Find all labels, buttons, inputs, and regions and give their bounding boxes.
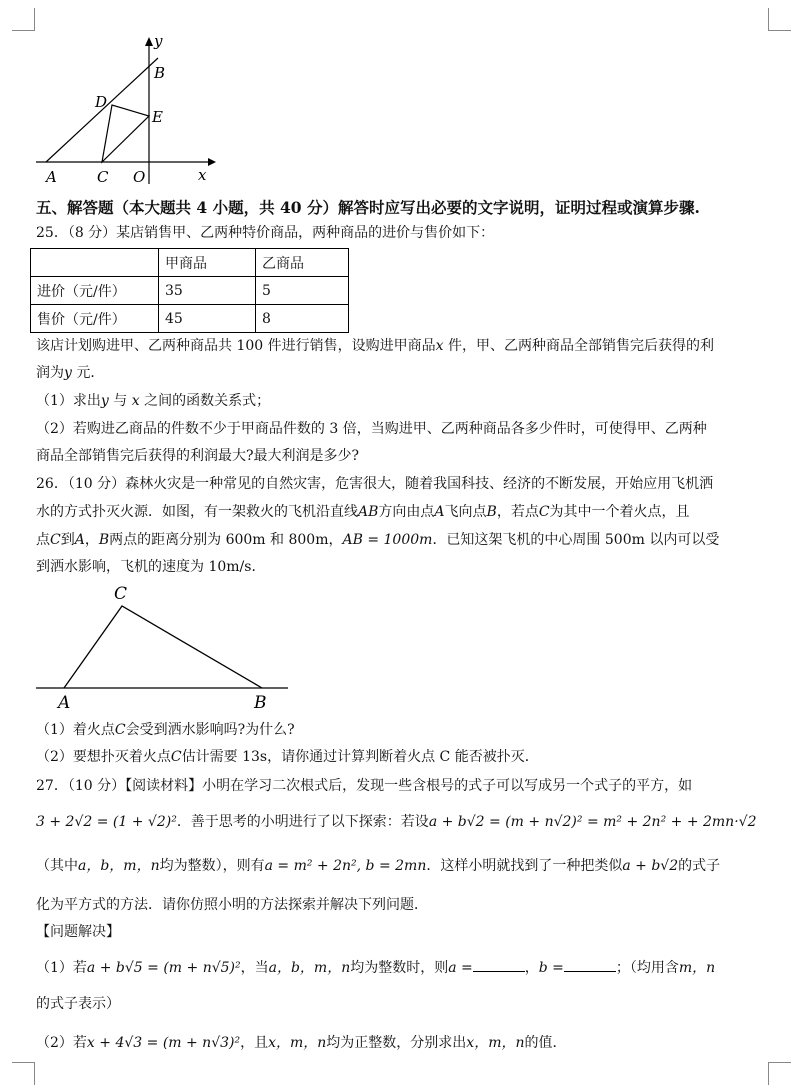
- math-vars: m，n: [678, 960, 716, 976]
- text-span: ，若点: [496, 504, 539, 520]
- q27-line4: 化为平方式的方法．请你仿照小明的方法探索并解决下列问题．: [36, 897, 428, 913]
- math-vars: a，b，m，n: [268, 960, 351, 976]
- text-span: 飞向点: [444, 504, 487, 520]
- text-span: ．这样小明就找到了一种把类似: [426, 858, 623, 874]
- q27-problem-heading: 【问题解决】: [36, 924, 120, 940]
- math-expression: a + b√2: [622, 858, 679, 874]
- table-cell: 35: [159, 277, 256, 305]
- q27-part2: [36, 1032, 566, 1054]
- math-vars: x，m，n: [466, 1035, 525, 1051]
- q25-part1: [36, 390, 270, 412]
- text-span: 均为正整数，分别求出: [326, 1035, 467, 1051]
- text-span: 润为: [36, 365, 64, 381]
- table-cell: 售价（元/件）: [31, 305, 159, 333]
- text-span: 到: [60, 532, 75, 548]
- q26-line3: [36, 529, 719, 551]
- triangle-ABC: [64, 606, 262, 688]
- text-span: 水的方式扑灭火源．如图，有一架救火的飞机沿直线: [36, 504, 358, 520]
- table-cell: 5: [256, 277, 349, 305]
- table-header-cell: 乙商品: [256, 249, 349, 277]
- label-C: C: [97, 168, 109, 186]
- table-cell: 8: [256, 305, 349, 333]
- math-C: C: [170, 749, 182, 765]
- text-span: 与: [108, 393, 132, 409]
- label-C: C: [114, 584, 128, 604]
- label-A: A: [58, 693, 71, 713]
- text-span: 的式子: [678, 858, 721, 874]
- math-x: x: [435, 338, 444, 354]
- math-vars: x，m，n: [268, 1035, 327, 1051]
- q27-part1-line2: 的式子表示）: [36, 996, 120, 1012]
- price-table: [30, 248, 349, 333]
- q26-line1: 26．（10 分）森林火灾是一种常见的自然灾害，危害很大，随着我国科技、经济的不断发展，开始应用飞机洒: [36, 476, 714, 492]
- corner-mark-top-right: [768, 8, 791, 31]
- math-expression: a + b√5 = (m + n√5)²: [86, 960, 241, 976]
- text-span: ，: [84, 532, 99, 548]
- corner-mark-bottom-left: [12, 1062, 35, 1085]
- text-span: ，: [524, 960, 539, 976]
- text-span: （其中: [36, 858, 78, 874]
- answer-blank-a[interactable]: [473, 957, 525, 972]
- label-O: O: [133, 168, 146, 186]
- q27-line1: 27．（10 分）【阅读材料】小明在学习二次根式后，发现一些含根号的式子可以写成另一个式子的平方，如: [36, 778, 693, 794]
- math-C: C: [114, 722, 126, 738]
- math-C: C: [50, 532, 61, 548]
- label-B: B: [254, 693, 267, 713]
- corner-mark-bottom-right: [768, 1062, 791, 1085]
- table-cell: 45: [159, 305, 256, 333]
- table-cell: 进价（元/件）: [31, 277, 159, 305]
- math-AB-length: AB = 1000m: [342, 532, 433, 548]
- text-span: ，当: [240, 960, 269, 976]
- math-y: y: [100, 393, 109, 409]
- text-span: 两点的距离分别为 600m 和 800m，: [109, 532, 343, 548]
- math-vars: a，b，m，n: [78, 858, 160, 874]
- q25-description: [36, 335, 714, 357]
- label-B: B: [154, 64, 166, 82]
- math-C: C: [538, 504, 550, 520]
- table-row: [31, 277, 349, 305]
- coordinate-figure: [30, 32, 220, 190]
- text-span: 件，甲、乙两种商品全部销售完后获得的利: [443, 338, 714, 354]
- q25-part2-line1: （2）若购进乙商品的件数不少于甲商品件数的 3 倍，当购进甲、乙两种商品各多少件时，可使得甲、乙两种: [36, 421, 707, 437]
- text-span: 均为整数时，则: [350, 960, 449, 976]
- quadrilateral-CDEO: [102, 105, 149, 162]
- corner-mark-top-left: [12, 8, 35, 31]
- section-heading: 五、解答题（本大题共 4 小题，共 40 分）解答时应写出必要的文字说明，证明过程或演算步骤.: [36, 198, 700, 217]
- q27-line2: [36, 811, 756, 833]
- table-header-cell: [31, 249, 159, 277]
- q26-part1: [36, 719, 295, 741]
- text-span: 的值．: [524, 1035, 567, 1051]
- math-expression: a + b√2 = (m + n√2)² = m² + 2n² + + 2mn·√2: [428, 814, 757, 830]
- text-span: 方向由点: [378, 504, 435, 520]
- text-span: 估计需要 13s，请你通过计算判断着火点 C 能否被扑灭．: [181, 749, 539, 765]
- table-header-row: [31, 249, 349, 277]
- math-a-eq: a =: [448, 960, 473, 976]
- label-D: D: [95, 93, 108, 111]
- text-span: ．已知这架飞机的中心周围 500m 以内可以受: [432, 532, 720, 548]
- label-y: y: [154, 32, 163, 50]
- math-b-eq: b =: [538, 960, 564, 976]
- math-A: A: [74, 532, 85, 548]
- math-A: A: [434, 504, 445, 520]
- label-E: E: [152, 108, 163, 126]
- q25-description-line2: [36, 362, 104, 384]
- table-row: [31, 305, 349, 333]
- text-span: （1）求出: [36, 393, 101, 409]
- triangle-figure: [30, 580, 300, 715]
- text-span: 该店计划购进甲、乙两种商品共 100 件进行销售，设购进甲商品: [36, 338, 436, 354]
- x-axis-arrow: [208, 158, 216, 166]
- text-span: ；（均用含: [615, 960, 679, 976]
- text-span: （2）要想扑灭着火点: [36, 749, 171, 765]
- label-A: A: [46, 168, 57, 186]
- math-B: B: [486, 504, 497, 520]
- q26-line2: [36, 501, 690, 523]
- text-span: （1）着火点: [36, 722, 115, 738]
- text-span: ．善于思考的小明进行了以下探索：若设: [176, 814, 429, 830]
- q27-part1: [36, 957, 715, 979]
- label-x: x: [198, 166, 207, 184]
- q26-line4: 到洒水影响，飞机的速度为 10m/s．: [36, 559, 266, 575]
- q25-intro: 25．（8 分）某店销售甲、乙两种特价商品，两种商品的进价与售价如下：: [36, 225, 495, 241]
- text-span: 均为整数），则有: [159, 858, 265, 874]
- math-expression: a = m² + 2n², b = 2mn: [264, 858, 427, 874]
- text-span: 为其中一个着火点，且: [549, 504, 690, 520]
- math-expression: 3 + 2√2 = (1 + √2)²: [36, 814, 177, 830]
- text-span: 点: [36, 532, 50, 548]
- math-expression: x + 4√3 = (m + n√3)²: [86, 1035, 241, 1051]
- text-span: 元．: [71, 365, 105, 381]
- text-span: 会受到洒水影响吗?为什么?: [125, 722, 295, 738]
- q27-line3: [36, 855, 720, 877]
- math-y: y: [64, 365, 72, 381]
- text-span: （2）若: [36, 1035, 87, 1051]
- text-span: ，且: [240, 1035, 269, 1051]
- y-axis-arrow: [145, 37, 153, 46]
- answer-blank-b[interactable]: [564, 957, 616, 972]
- math-AB: AB: [358, 504, 379, 520]
- math-B: B: [98, 532, 110, 548]
- text-span: （1）若: [36, 960, 87, 976]
- q25-part2-line2: 商品全部销售完后获得的利润最大?最大利润是多少?: [36, 448, 360, 464]
- math-x: x: [131, 393, 140, 409]
- q26-part2: [36, 746, 539, 768]
- table-header-cell: 甲商品: [159, 249, 256, 277]
- text-span: 之间的函数关系式；: [139, 393, 271, 409]
